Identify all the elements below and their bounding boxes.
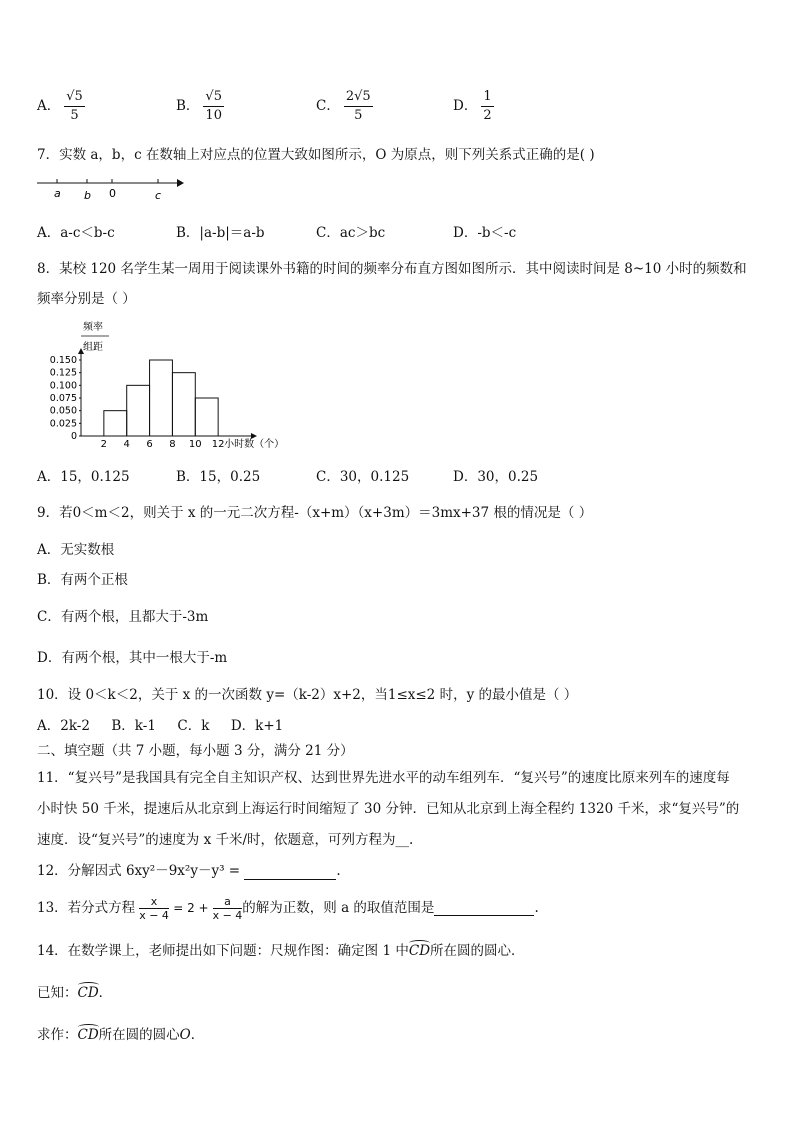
q8-option-a[interactable]: A．15，0.125: [37, 469, 130, 485]
q8-stem-line2: 频率分别是（ ）: [37, 291, 136, 307]
histogram-bar: [172, 373, 195, 436]
fraction: $\frac{x}{x - 4}$: [139, 895, 169, 922]
y-tick-label: 0.125: [49, 367, 77, 379]
q11-line2: 小时快 50 千米，提速后从北京到上海运行时间缩短了 30 分钟．已知从北京到上海全程约 1320 千米，求“复兴号”的: [37, 801, 740, 817]
q6-option-b[interactable]: B． $\frac{√5}{10}$: [176, 89, 222, 123]
y-tick-label: 0: [70, 431, 77, 442]
q12-answer-blank[interactable]: [244, 865, 336, 880]
x-tick-label: 6: [146, 439, 153, 450]
q8-option-c[interactable]: C．30，0.125: [316, 469, 410, 485]
q10-options[interactable]: A．2k-2 B．k-1 C．k D．k+1: [37, 718, 284, 734]
arc-cd: CD: [77, 985, 99, 1001]
q6-option-c[interactable]: C． $\frac{2√5}{5}$: [316, 89, 371, 123]
axis-label-a: a: [54, 187, 61, 200]
y-tick-label: 0.075: [49, 393, 77, 404]
q14-given: 已知：CD．: [37, 985, 113, 1001]
x-tick-label: 12: [211, 439, 225, 450]
axis-label-c: c: [155, 189, 162, 202]
q12: 12．分解因式 6xy²－9x²y－y³ = .: [37, 863, 341, 879]
arc-cd: CD: [77, 1027, 99, 1043]
ylabel-top: 频率: [83, 322, 103, 333]
q6-option-d[interactable]: D． $\frac{1}{2}$: [453, 89, 492, 123]
histogram-bar: [195, 398, 218, 436]
q7-option-c[interactable]: C．ac＞bc: [316, 225, 386, 241]
q7-option-d[interactable]: D．-b＜-c: [453, 225, 517, 241]
q14-stem: 14．在数学课上，老师提出如下问题：尺规作图：确定图 1 中CD所在圆的圆心．: [37, 943, 525, 959]
section-2-heading: 二、填空题（共 7 小题，每小题 3 分，满分 21 分）: [37, 743, 354, 759]
q7-option-b[interactable]: B．|a-b|＝a-b: [176, 225, 265, 241]
q7-stem: 7．实数 a，b，c 在数轴上对应点的位置大致如图所示，O 为原点，则下列关系式正确的是( ): [37, 147, 595, 163]
axis-label-b: b: [84, 189, 91, 202]
center-o: O: [179, 1027, 191, 1043]
q11-line3: 速度．设“复兴号”的速度为 x 千米/时，依题意，可列方程为__.: [37, 832, 414, 848]
y-tick-label: 0.025: [49, 418, 77, 430]
fraction: $\frac{2√5}{5}$: [345, 89, 371, 123]
x-tick-label: 10: [188, 439, 202, 450]
y-tick-label: 0.050: [49, 405, 77, 417]
q9-option-d[interactable]: D．有两个根，其中一根大于-m: [37, 650, 228, 666]
q13-answer-blank[interactable]: [434, 901, 534, 916]
fraction: $\frac{√5}{5}$: [66, 89, 83, 123]
q8-option-d[interactable]: D．30，0.25: [453, 469, 539, 485]
q14-construct: 求作：CD所在圆的圆心O．: [37, 1027, 205, 1043]
fraction: $\frac{√5}{10}$: [205, 89, 222, 123]
q11-line1: 11．“复兴号”是我国具有完全自主知识产权、达到世界先进水平的动车组列车．“复兴号”的速度比原来列车的速度每: [37, 770, 730, 786]
axis-label-0: 0: [109, 187, 116, 200]
number-line: [37, 174, 187, 204]
histogram-bar: [104, 411, 127, 436]
q9-option-b[interactable]: B．有两个正根: [37, 572, 128, 588]
q10-stem: 10．设 0＜k＜2，关于 x 的一次函数 y=（k-2）x+2，当1≤x≤2 时，y 的最小值是（ ）: [37, 687, 578, 703]
q6-option-a[interactable]: A． $\frac{√5}{5}$: [37, 89, 83, 123]
y-tick-label: 0.150: [49, 355, 77, 366]
q13: 13．若分式方程 $\frac{x}{x - 4}$ = 2 + $\frac{a}{x - 4}$ 的解为正数，则 a 的取值范围是 .: [37, 895, 539, 922]
arc-cd: CD: [408, 943, 431, 959]
histogram-bar: [127, 385, 150, 436]
x-axis-label: 小时数（个）: [224, 439, 285, 450]
histogram-bar: [150, 360, 173, 436]
ylabel-bottom: 组距: [83, 342, 103, 353]
q8-stem-line1: 8．某校 120 名学生某一周用于阅读课外书籍的时间的频率分布直方图如图所示．其中阅读时间是 8~10 小时的频数和: [37, 261, 747, 277]
q9-option-a[interactable]: A．无实数根: [37, 542, 115, 558]
y-tick-label: 0.100: [49, 380, 77, 392]
fraction: $\frac{a}{x - 4}$: [212, 895, 243, 922]
fraction: $\frac{1}{2}$: [483, 89, 492, 123]
frequency-histogram: [37, 318, 285, 458]
q9-stem: 9．若0＜m＜2，则关于 x 的一元二次方程-（x+m）（x+3m）＝3mx+37 根的情况是（ ）: [37, 505, 593, 521]
x-tick-label: 4: [123, 439, 130, 450]
q9-option-c[interactable]: C．有两个根，且都大于-3m: [37, 609, 209, 625]
x-tick-label: 8: [169, 439, 176, 450]
q8-option-b[interactable]: B．15，0.25: [176, 469, 261, 485]
q7-option-a[interactable]: A．a-c＜b-c: [37, 225, 115, 241]
x-tick-label: 2: [100, 439, 108, 450]
